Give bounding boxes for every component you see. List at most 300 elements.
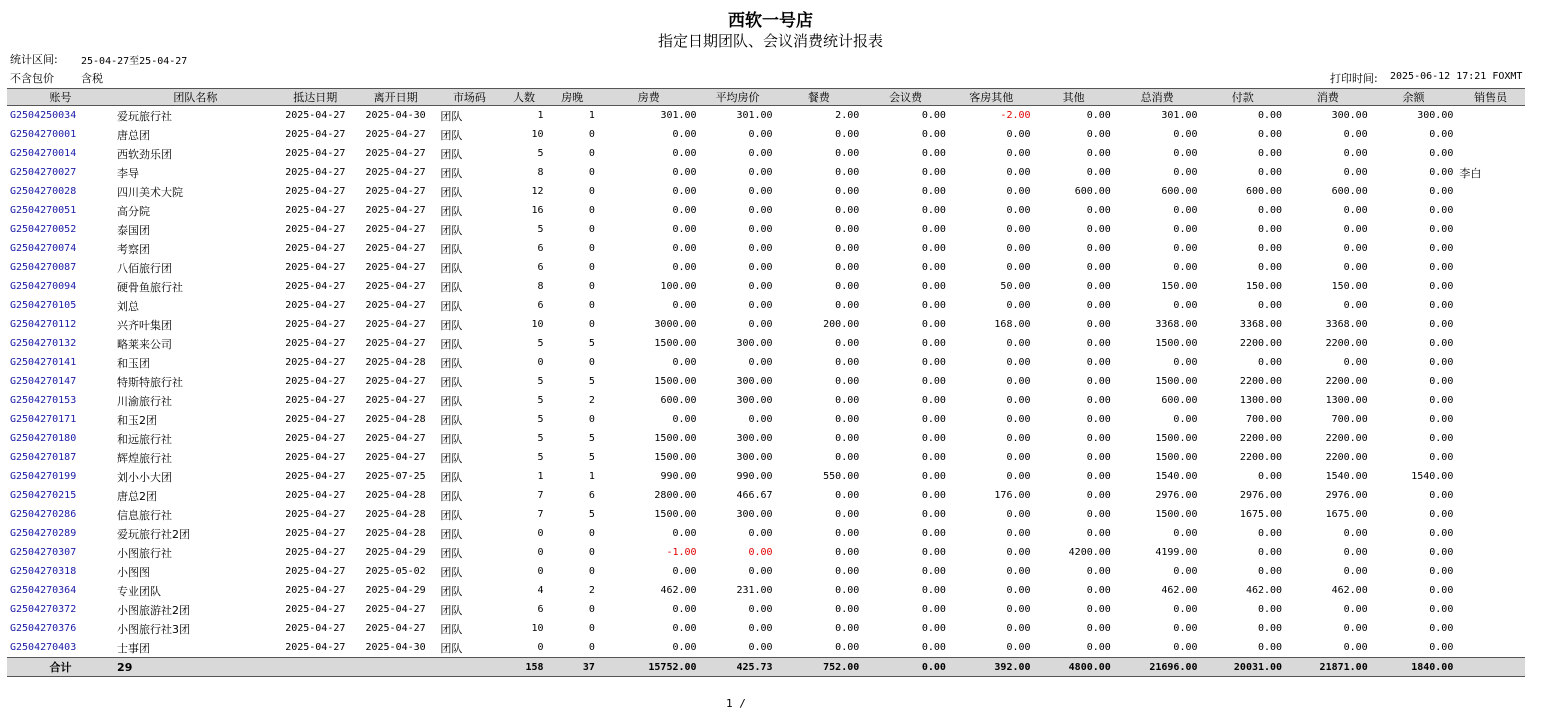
table-row — [7, 581, 1525, 600]
table-row — [7, 410, 1525, 429]
cell-salesperson — [1456, 410, 1525, 429]
cell-salesperson — [1456, 220, 1525, 239]
cell-group-name: 和远旅行社 — [117, 432, 173, 446]
cell-room-fee: 100.00 — [660, 281, 697, 292]
cell-room-fee: 0.00 — [672, 528, 697, 539]
report-title: 指定日期团队、会议消费统计报表 — [657, 32, 883, 50]
cell-departure: 2025-04-27 — [365, 224, 426, 235]
cell-total-spend: 0.00 — [1173, 167, 1198, 178]
cell-balance: 0.00 — [1429, 452, 1454, 463]
cell-other: 0.00 — [1086, 262, 1111, 273]
cell-persons: 12 — [531, 186, 544, 197]
cell-persons: 6 — [537, 604, 544, 615]
cell-salesperson — [1456, 125, 1525, 144]
cell-other: 0.00 — [1086, 604, 1111, 615]
col-persons: 人数 — [502, 89, 547, 106]
cell-consumption: 0.00 — [1343, 623, 1368, 634]
cell-avg-rate: 0.00 — [748, 566, 773, 577]
cell-persons: 6 — [537, 262, 544, 273]
cell-payment: 0.00 — [1257, 262, 1283, 273]
cell-consumption: 0.00 — [1343, 528, 1368, 539]
cell-persons: 0 — [537, 547, 544, 558]
cell-room-fee: 0.00 — [672, 623, 697, 634]
cell-group-name: 辉煌旅行社 — [117, 451, 173, 465]
cell-account[interactable]: G2504270372 — [10, 604, 77, 615]
cell-group-name: 唐总团 — [117, 128, 151, 142]
cell-account[interactable]: G2504270112 — [10, 319, 77, 330]
cell-persons: 6 — [537, 243, 544, 254]
table-row — [7, 562, 1525, 581]
cell-account[interactable]: G2504270289 — [10, 528, 77, 539]
cell-meeting-fee: 0.00 — [921, 604, 946, 615]
cell-avg-rate: 0.00 — [748, 243, 773, 254]
cell-group-name: 小图旅行社 — [117, 546, 173, 560]
cell-balance: 0.00 — [1429, 490, 1454, 501]
total-row — [7, 658, 1525, 677]
cell-consumption: 300.00 — [1331, 110, 1368, 121]
cell-account[interactable]: G2504270028 — [10, 186, 77, 197]
col-departure: 离开日期 — [354, 89, 438, 106]
cell-balance: 0.00 — [1429, 281, 1454, 292]
cell-total-spend: 1540.00 — [1155, 471, 1198, 482]
cell-group-name: 刘小小大团 — [117, 470, 173, 484]
cell-total-spend: 1500.00 — [1155, 433, 1198, 444]
cell-market-code: 团队 — [440, 508, 463, 522]
cell-other: 0.00 — [1086, 167, 1111, 178]
cell-account[interactable]: G2504270199 — [10, 471, 77, 482]
cell-payment: 3368.00 — [1239, 319, 1283, 330]
cell-market-code: 团队 — [440, 565, 463, 579]
cell-departure: 2025-04-27 — [365, 604, 426, 615]
cell-room-nights: 0 — [588, 414, 595, 425]
cell-total-spend: 1500.00 — [1155, 509, 1198, 520]
cell-persons: 10 — [531, 129, 544, 140]
cell-departure: 2025-04-27 — [365, 205, 426, 216]
print-time-label: 打印时间: — [1330, 72, 1378, 85]
col-meal-fee: 餐费 — [776, 89, 863, 106]
cell-payment: 1300.00 — [1239, 395, 1283, 406]
cell-balance: 0.00 — [1429, 243, 1454, 254]
cell-salesperson — [1456, 296, 1525, 315]
cell-avg-rate: 301.00 — [736, 110, 773, 121]
cell-group-name: 考察团 — [117, 242, 151, 256]
cell-other: 0.00 — [1086, 471, 1111, 482]
cell-persons: 5 — [537, 148, 544, 159]
cell-consumption: 1540.00 — [1325, 471, 1368, 482]
cell-room-fee: 0.00 — [672, 186, 697, 197]
cell-other: 4200.00 — [1068, 547, 1111, 558]
cell-arrival: 2025-04-27 — [285, 281, 346, 292]
cell-arrival: 2025-04-27 — [285, 376, 346, 387]
cell-group-name: 小图图 — [117, 565, 151, 579]
cell-meeting-fee: 0.00 — [921, 509, 946, 520]
cell-total-spend: 0.00 — [1173, 300, 1198, 311]
cell-room-nights: 6 — [588, 490, 595, 501]
total-count: 29 — [114, 658, 277, 677]
col-group-name: 团队名称 — [114, 89, 277, 106]
cell-room-nights: 0 — [588, 623, 595, 634]
cell-balance: 0.00 — [1429, 414, 1454, 425]
cell-room-other: 0.00 — [1006, 186, 1031, 197]
cell-consumption: 0.00 — [1343, 642, 1368, 653]
page-number: 1 / — [726, 697, 746, 710]
cell-market-code: 团队 — [440, 546, 463, 560]
cell-group-name: 兴齐叶集团 — [117, 318, 173, 332]
cell-meeting-fee: 0.00 — [921, 395, 946, 406]
table-row — [7, 334, 1525, 353]
cell-meal-fee: 0.00 — [835, 414, 860, 425]
table-row — [7, 125, 1525, 144]
total-room-nights: 37 — [547, 658, 598, 677]
cell-payment: 0.00 — [1257, 357, 1283, 368]
cell-arrival: 2025-04-27 — [285, 129, 346, 140]
cell-persons: 5 — [537, 452, 544, 463]
cell-total-spend: 1500.00 — [1155, 376, 1198, 387]
cell-balance: 0.00 — [1429, 186, 1454, 197]
cell-avg-rate: 0.00 — [748, 300, 773, 311]
cell-arrival: 2025-04-27 — [285, 452, 346, 463]
cell-arrival: 2025-04-27 — [285, 490, 346, 501]
cell-departure: 2025-04-28 — [365, 357, 426, 368]
total-balance: 1840.00 — [1371, 658, 1457, 677]
cell-market-code: 团队 — [440, 337, 463, 351]
cell-balance: 300.00 — [1417, 110, 1454, 121]
cell-account[interactable]: G2504270027 — [10, 167, 77, 178]
cell-room-fee: 0.00 — [672, 604, 697, 615]
cell-account[interactable]: G2504270141 — [10, 357, 77, 368]
cell-account[interactable]: G2504270403 — [10, 642, 77, 653]
cell-room-other: 0.00 — [1006, 452, 1031, 463]
cell-arrival: 2025-04-27 — [285, 395, 346, 406]
cell-account[interactable]: G2504270001 — [10, 129, 77, 140]
cell-arrival: 2025-04-27 — [285, 243, 346, 254]
cell-meeting-fee: 0.00 — [921, 452, 946, 463]
cell-arrival: 2025-04-27 — [285, 357, 346, 368]
table-row — [7, 182, 1525, 201]
col-room-fee: 房费 — [598, 89, 700, 106]
cell-other: 0.00 — [1086, 395, 1111, 406]
cell-persons: 0 — [537, 642, 544, 653]
cell-room-nights: 5 — [588, 509, 595, 520]
cell-persons: 5 — [537, 414, 544, 425]
cell-other: 0.00 — [1086, 490, 1111, 501]
cell-room-other: 0.00 — [1006, 262, 1031, 273]
cell-room-other: 0.00 — [1006, 338, 1031, 349]
cell-avg-rate: 300.00 — [736, 509, 773, 520]
cell-salesperson — [1456, 543, 1525, 562]
cell-account[interactable]: G2504270376 — [10, 623, 77, 634]
cell-meal-fee: 0.00 — [835, 490, 860, 501]
cell-room-fee: 2800.00 — [654, 490, 697, 501]
table-row — [7, 201, 1525, 220]
cell-departure: 2025-04-28 — [365, 490, 426, 501]
cell-account[interactable]: G2504270094 — [10, 281, 77, 292]
cell-departure: 2025-04-27 — [365, 623, 426, 634]
cell-meal-fee: 0.00 — [835, 300, 860, 311]
cell-avg-rate: 0.00 — [748, 414, 773, 425]
cell-balance: 0.00 — [1429, 528, 1454, 539]
cell-room-fee: 1500.00 — [654, 338, 697, 349]
cell-total-spend: 0.00 — [1173, 262, 1198, 273]
cell-meeting-fee: 0.00 — [921, 262, 946, 273]
cell-avg-rate: 0.00 — [748, 319, 773, 330]
cell-meal-fee: 0.00 — [835, 205, 860, 216]
cell-salesperson — [1456, 144, 1525, 163]
cell-meeting-fee: 0.00 — [921, 110, 946, 121]
cell-payment: 0.00 — [1257, 148, 1283, 159]
cell-room-other: 0.00 — [1006, 167, 1031, 178]
cell-salesperson — [1456, 505, 1525, 524]
cell-persons: 8 — [537, 281, 544, 292]
cell-room-other: 0.00 — [1006, 376, 1031, 387]
cell-other: 0.00 — [1086, 642, 1111, 653]
cell-group-name: 爱玩旅行社2团 — [117, 527, 191, 541]
total-room-fee: 15752.00 — [598, 658, 700, 677]
cell-total-spend: 0.00 — [1173, 205, 1198, 216]
cell-room-nights: 5 — [588, 433, 595, 444]
cell-consumption: 0.00 — [1343, 205, 1368, 216]
cell-arrival: 2025-04-27 — [285, 186, 346, 197]
cell-account[interactable]: G2504270286 — [10, 509, 77, 520]
cell-market-code: 团队 — [440, 603, 463, 617]
cell-other: 0.00 — [1086, 129, 1111, 140]
cell-account[interactable]: G2504270132 — [10, 338, 77, 349]
total-room-other: 392.00 — [949, 658, 1034, 677]
cell-room-fee: 0.00 — [672, 205, 697, 216]
cell-payment: 0.00 — [1257, 224, 1283, 235]
cell-avg-rate: 300.00 — [736, 376, 773, 387]
cell-other: 0.00 — [1086, 205, 1111, 216]
cell-payment: 0.00 — [1257, 566, 1283, 577]
cell-arrival: 2025-04-27 — [285, 148, 346, 159]
cell-room-nights: 0 — [588, 224, 595, 235]
cell-departure: 2025-04-27 — [365, 376, 426, 387]
cell-avg-rate: 0.00 — [748, 186, 773, 197]
cell-group-name: 硬骨鱼旅行社 — [117, 280, 184, 294]
col-arrival: 抵达日期 — [277, 89, 354, 106]
store-name: 西软一号店 — [728, 11, 813, 31]
cell-departure: 2025-04-27 — [365, 262, 426, 273]
cell-market-code: 团队 — [440, 432, 463, 446]
cell-payment: 0.00 — [1257, 300, 1283, 311]
cell-account[interactable]: G2504270171 — [10, 414, 77, 425]
cell-consumption: 3368.00 — [1325, 319, 1368, 330]
cell-arrival: 2025-04-27 — [285, 433, 346, 444]
cell-salesperson — [1456, 106, 1525, 126]
cell-balance: 0.00 — [1429, 224, 1454, 235]
cell-room-fee: 0.00 — [672, 300, 697, 311]
col-market-code: 市场码 — [437, 89, 501, 106]
cell-room-fee: 0.00 — [672, 148, 697, 159]
cell-room-nights: 0 — [588, 528, 595, 539]
cell-room-nights: 0 — [588, 243, 595, 254]
cell-payment: 2200.00 — [1239, 376, 1283, 387]
cell-payment: 0.00 — [1257, 604, 1283, 615]
cell-salesperson — [1456, 315, 1525, 334]
cell-meeting-fee: 0.00 — [921, 148, 946, 159]
cell-market-code: 团队 — [440, 109, 463, 123]
cell-account[interactable]: G2504270180 — [10, 433, 77, 444]
cell-arrival: 2025-04-27 — [285, 642, 346, 653]
cell-balance: 0.00 — [1429, 566, 1454, 577]
cell-balance: 0.00 — [1429, 167, 1454, 178]
cell-total-spend: 0.00 — [1173, 566, 1198, 577]
cell-consumption: 2976.00 — [1325, 490, 1368, 501]
cell-salesperson — [1456, 638, 1525, 658]
cell-meal-fee: 0.00 — [835, 395, 860, 406]
cell-consumption: 700.00 — [1331, 414, 1368, 425]
cell-room-other: 0.00 — [1006, 243, 1031, 254]
cell-account[interactable]: G2504270318 — [10, 566, 77, 577]
cell-salesperson — [1456, 581, 1525, 600]
cell-other: 0.00 — [1086, 528, 1111, 539]
table-row — [7, 296, 1525, 315]
cell-other: 0.00 — [1086, 148, 1111, 159]
cell-room-nights: 0 — [588, 167, 595, 178]
cell-salesperson — [1456, 467, 1525, 486]
cell-total-spend: 3368.00 — [1155, 319, 1198, 330]
cell-room-nights: 0 — [588, 604, 595, 615]
cell-account[interactable]: G2504270153 — [10, 395, 77, 406]
cell-meal-fee: 0.00 — [835, 623, 860, 634]
cell-room-other: 0.00 — [1006, 224, 1031, 235]
cell-consumption: 0.00 — [1343, 262, 1368, 273]
cell-room-other: 0.00 — [1006, 395, 1031, 406]
cell-group-name: 唐总2团 — [117, 489, 158, 503]
cell-market-code: 团队 — [440, 470, 463, 484]
cell-room-nights: 0 — [588, 148, 595, 159]
cell-salesperson — [1456, 239, 1525, 258]
cell-account[interactable]: G2504270364 — [10, 585, 77, 596]
cell-account[interactable]: G2504270307 — [10, 547, 77, 558]
cell-salesperson — [1456, 562, 1525, 581]
cell-group-name: 信息旅行社 — [117, 508, 173, 522]
cell-other: 0.00 — [1086, 566, 1111, 577]
cell-room-other: 168.00 — [994, 319, 1031, 330]
cell-account[interactable]: G2504250034 — [10, 110, 77, 121]
cell-balance: 0.00 — [1429, 300, 1454, 311]
cell-avg-rate: 0.00 — [748, 148, 773, 159]
cell-avg-rate: 0.00 — [748, 262, 773, 273]
cell-meeting-fee: 0.00 — [921, 642, 946, 653]
cell-arrival: 2025-04-27 — [285, 414, 346, 425]
cell-market-code: 团队 — [440, 622, 463, 636]
cell-avg-rate: 0.00 — [748, 547, 773, 558]
cell-room-fee: 1500.00 — [654, 452, 697, 463]
cell-account[interactable]: G2504270215 — [10, 490, 77, 501]
cell-departure: 2025-04-27 — [365, 338, 426, 349]
cell-balance: 0.00 — [1429, 547, 1454, 558]
cell-payment: 0.00 — [1257, 205, 1283, 216]
cell-balance: 0.00 — [1429, 509, 1454, 520]
cell-account[interactable]: G2504270014 — [10, 148, 77, 159]
cell-departure: 2025-04-30 — [365, 642, 426, 653]
cell-account[interactable]: G2504270074 — [10, 243, 77, 254]
cell-room-nights: 0 — [588, 319, 595, 330]
cell-account[interactable]: G2504270087 — [10, 262, 77, 273]
cell-room-fee: 0.00 — [672, 262, 697, 273]
cell-room-other: 0.00 — [1006, 623, 1031, 634]
cell-account[interactable]: G2504270052 — [10, 224, 77, 235]
col-meeting-fee: 会议费 — [862, 89, 949, 106]
cell-market-code: 团队 — [440, 128, 463, 142]
cell-group-name: 和玉2团 — [117, 413, 158, 427]
cell-room-other: 0.00 — [1006, 148, 1031, 159]
cell-arrival: 2025-04-27 — [285, 205, 346, 216]
cell-persons: 6 — [537, 300, 544, 311]
table-row — [7, 486, 1525, 505]
cell-account[interactable]: G2504270051 — [10, 205, 77, 216]
col-consumption: 消费 — [1285, 89, 1371, 106]
cell-departure: 2025-05-02 — [365, 566, 426, 577]
cell-room-fee: 0.00 — [672, 566, 697, 577]
cell-other: 0.00 — [1086, 509, 1111, 520]
cell-account[interactable]: G2504270147 — [10, 376, 77, 387]
cell-meal-fee: 0.00 — [835, 186, 860, 197]
cell-persons: 10 — [531, 623, 544, 634]
cell-meal-fee: 0.00 — [835, 528, 860, 539]
cell-room-nights: 1 — [588, 110, 595, 121]
cell-consumption: 2200.00 — [1325, 433, 1368, 444]
cell-persons: 1 — [537, 471, 544, 482]
table-row — [7, 448, 1525, 467]
col-avg-rate: 平均房价 — [700, 89, 776, 106]
cell-room-other: 0.00 — [1006, 471, 1031, 482]
cell-payment: 1675.00 — [1239, 509, 1283, 520]
print-time-value: 2025-06-12 17:21 FOXMT — [1390, 71, 1523, 82]
cell-balance: 0.00 — [1429, 604, 1454, 615]
cell-meeting-fee: 0.00 — [921, 357, 946, 368]
cell-account[interactable]: G2504270105 — [10, 300, 77, 311]
cell-room-fee: 0.00 — [672, 129, 697, 140]
cell-market-code: 团队 — [440, 299, 463, 313]
cell-room-other: 0.00 — [1006, 566, 1031, 577]
table-row — [7, 315, 1525, 334]
cell-room-fee: 0.00 — [672, 414, 697, 425]
cell-account[interactable]: G2504270187 — [10, 452, 77, 463]
cell-departure: 2025-04-27 — [365, 148, 426, 159]
cell-meeting-fee: 0.00 — [921, 129, 946, 140]
cell-meal-fee: 200.00 — [823, 319, 860, 330]
cell-meal-fee: 0.00 — [835, 167, 860, 178]
cell-meal-fee: 0.00 — [835, 148, 860, 159]
cell-persons: 0 — [537, 528, 544, 539]
cell-market-code: 团队 — [440, 280, 463, 294]
cell-total-spend: 0.00 — [1173, 414, 1198, 425]
cell-consumption: 0.00 — [1343, 129, 1368, 140]
table-row — [7, 505, 1525, 524]
cell-payment: 0.00 — [1257, 528, 1283, 539]
cell-meal-fee: 0.00 — [835, 585, 860, 596]
cell-arrival: 2025-04-27 — [285, 300, 346, 311]
cell-room-other: 50.00 — [1000, 281, 1031, 292]
cell-market-code: 团队 — [440, 204, 463, 218]
cell-departure: 2025-04-27 — [365, 129, 426, 140]
cell-meeting-fee: 0.00 — [921, 300, 946, 311]
cell-other: 0.00 — [1086, 376, 1111, 387]
cell-consumption: 2200.00 — [1325, 338, 1368, 349]
cell-payment: 0.00 — [1257, 129, 1283, 140]
cell-total-spend: 0.00 — [1173, 642, 1198, 653]
cell-persons: 16 — [531, 205, 544, 216]
table-row — [7, 467, 1525, 486]
cell-payment: 2200.00 — [1239, 433, 1283, 444]
cell-room-fee: 1500.00 — [654, 509, 697, 520]
cell-total-spend: 2976.00 — [1155, 490, 1198, 501]
cell-departure: 2025-04-27 — [365, 452, 426, 463]
cell-departure: 2025-04-27 — [365, 167, 426, 178]
cell-meal-fee: 0.00 — [835, 433, 860, 444]
